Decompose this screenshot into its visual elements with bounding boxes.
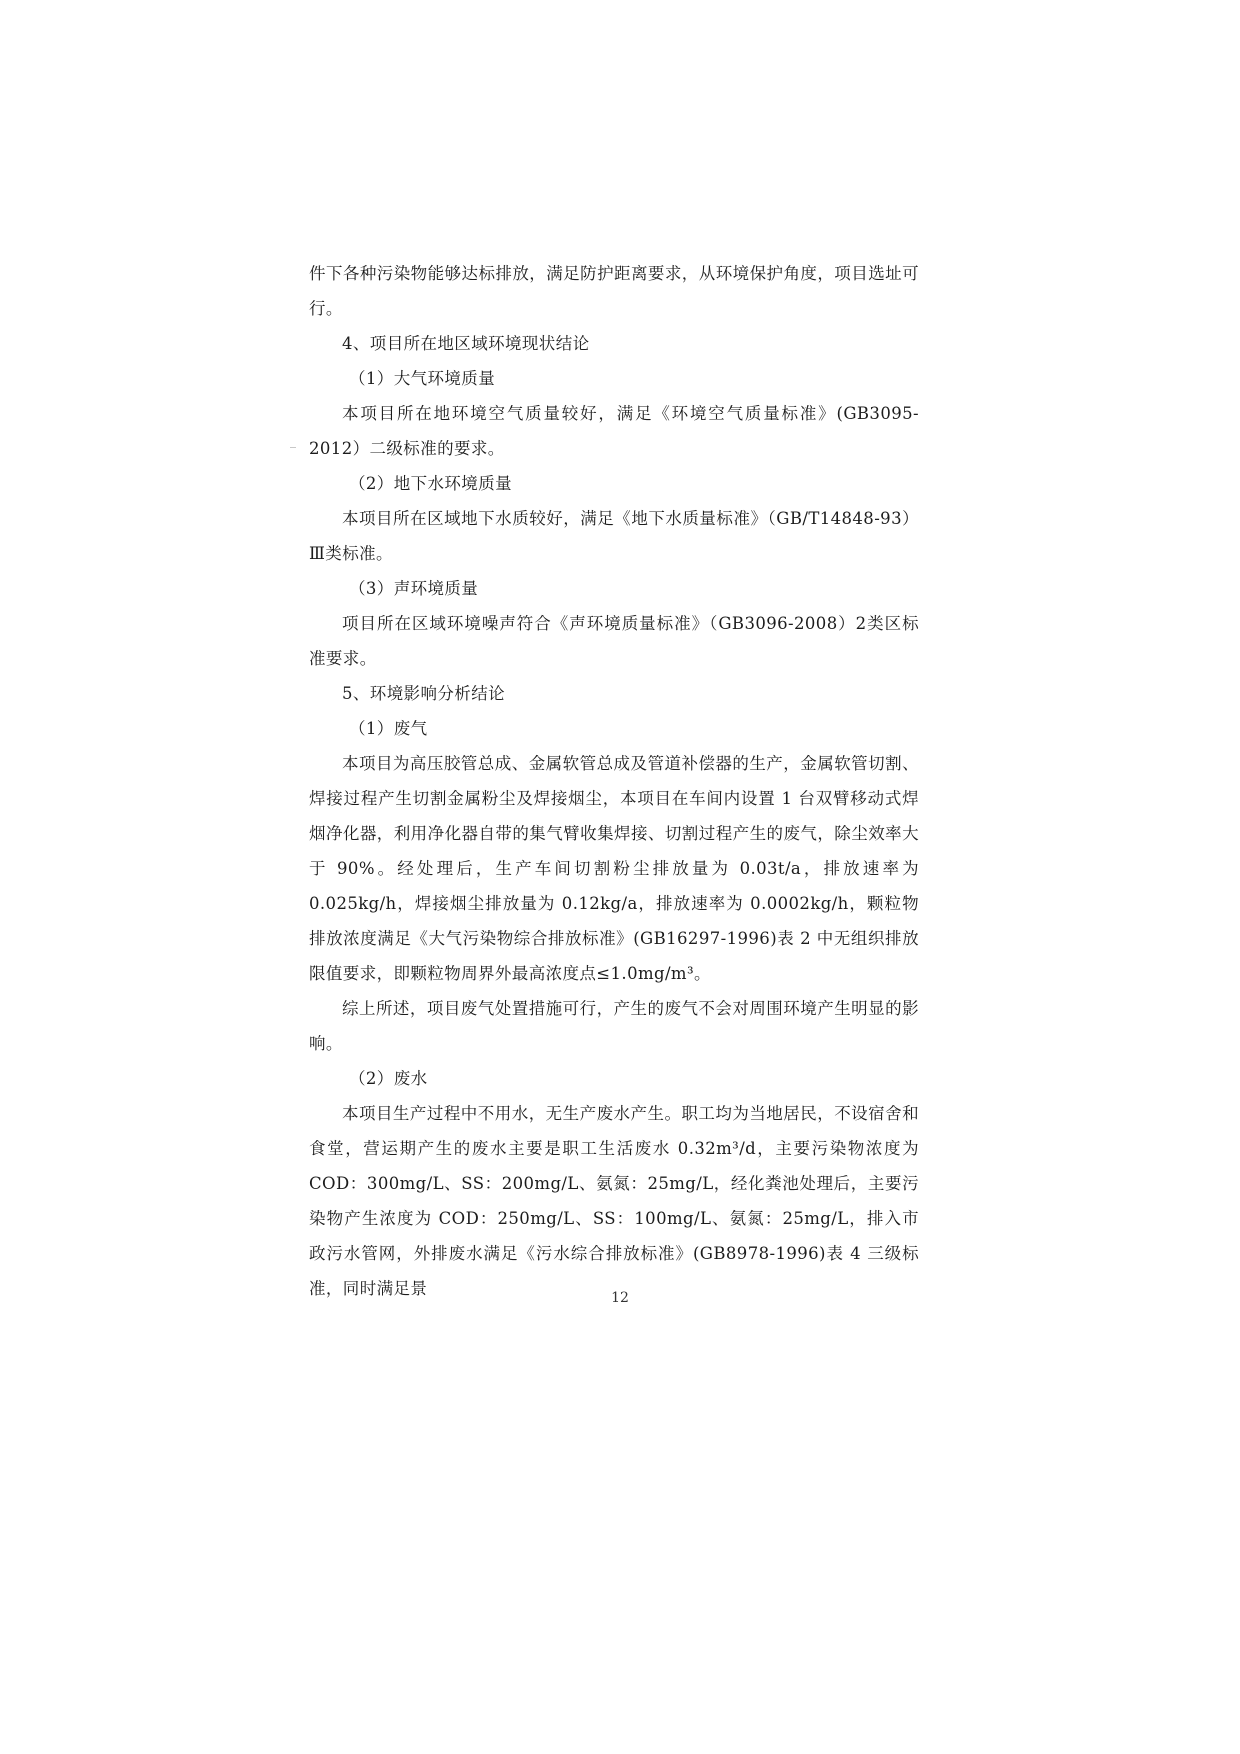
- paragraph-continuation: 件下各种污染物能够达标排放，满足防护距离要求，从环境保护角度，项目选址可行。: [309, 264, 919, 318]
- paragraph-exhaust-summary: 综上所述，项目废气处置措施可行，产生的废气不会对周围环境产生明显的影响。: [309, 999, 919, 1053]
- section-heading-4: 4、项目所在地区域环境现状结论: [342, 334, 590, 353]
- subheading-wastewater: （2）废水: [349, 1069, 428, 1088]
- subheading-exhaust: （1）废气: [349, 719, 428, 738]
- section-heading-5: 5、环境影响分析结论: [342, 684, 505, 703]
- paragraph-wastewater: 本项目生产过程中不用水，无生产废水产生。职工均为当地居民，不设宿舍和食堂，营运期产生的废水主要是职工生活废水 0.32m³/d，主要污染物浓度为 COD：300mg/L、SS：200mg/L、氨氮：25mg/L，经化粪池处理后，主要污染物产生浓度为 COD：250mg/L、SS：100mg/L、氨氮：25mg/L，排入市政污水管网，外排废水满足《污水综合排放标准》(GB8978-1996)表 4 三级标准，同时满足景: [309, 1104, 919, 1298]
- subheading-air-quality: （1）大气环境质量: [349, 369, 496, 388]
- scan-speck: [290, 447, 296, 448]
- paragraph-noise: 项目所在区域环境噪声符合《声环境质量标准》（GB3096-2008）2类区标准要求。: [309, 614, 919, 668]
- page-number: 12: [611, 1290, 629, 1306]
- paragraph-groundwater: 本项目所在区域地下水质较好，满足《地下水质量标准》（GB/T14848-93）Ⅲ类标准。: [309, 509, 919, 563]
- subheading-groundwater: （2）地下水环境质量: [349, 474, 512, 493]
- body-text: [309, 256, 919, 1306]
- paragraph-air-quality: 本项目所在地环境空气质量较好，满足《环境空气质量标准》(GB3095-2012）二级标准的要求。: [309, 404, 919, 458]
- paragraph-exhaust: 本项目为高压胶管总成、金属软管总成及管道补偿器的生产，金属软管切割、焊接过程产生切割金属粉尘及焊接烟尘，本项目在车间内设置 1 台双臂移动式焊烟净化器，利用净化器自带的集气臂收集焊接、切割过程产生的废气，除尘效率大于 90%。经处理后，生产车间切割粉尘排放量为 0.03t/a，排放速率为 0.025kg/h，焊接烟尘排放量为 0.12kg/a，排放速率为 0.0002kg/h，颗粒物排放浓度满足《大气污染物综合排放标准》(GB16297-1996)表 2 中无组织排放限值要求，即颗粒物周界外最高浓度点≤1.0mg/m³。: [309, 754, 919, 983]
- subheading-noise: （3）声环境质量: [349, 579, 479, 598]
